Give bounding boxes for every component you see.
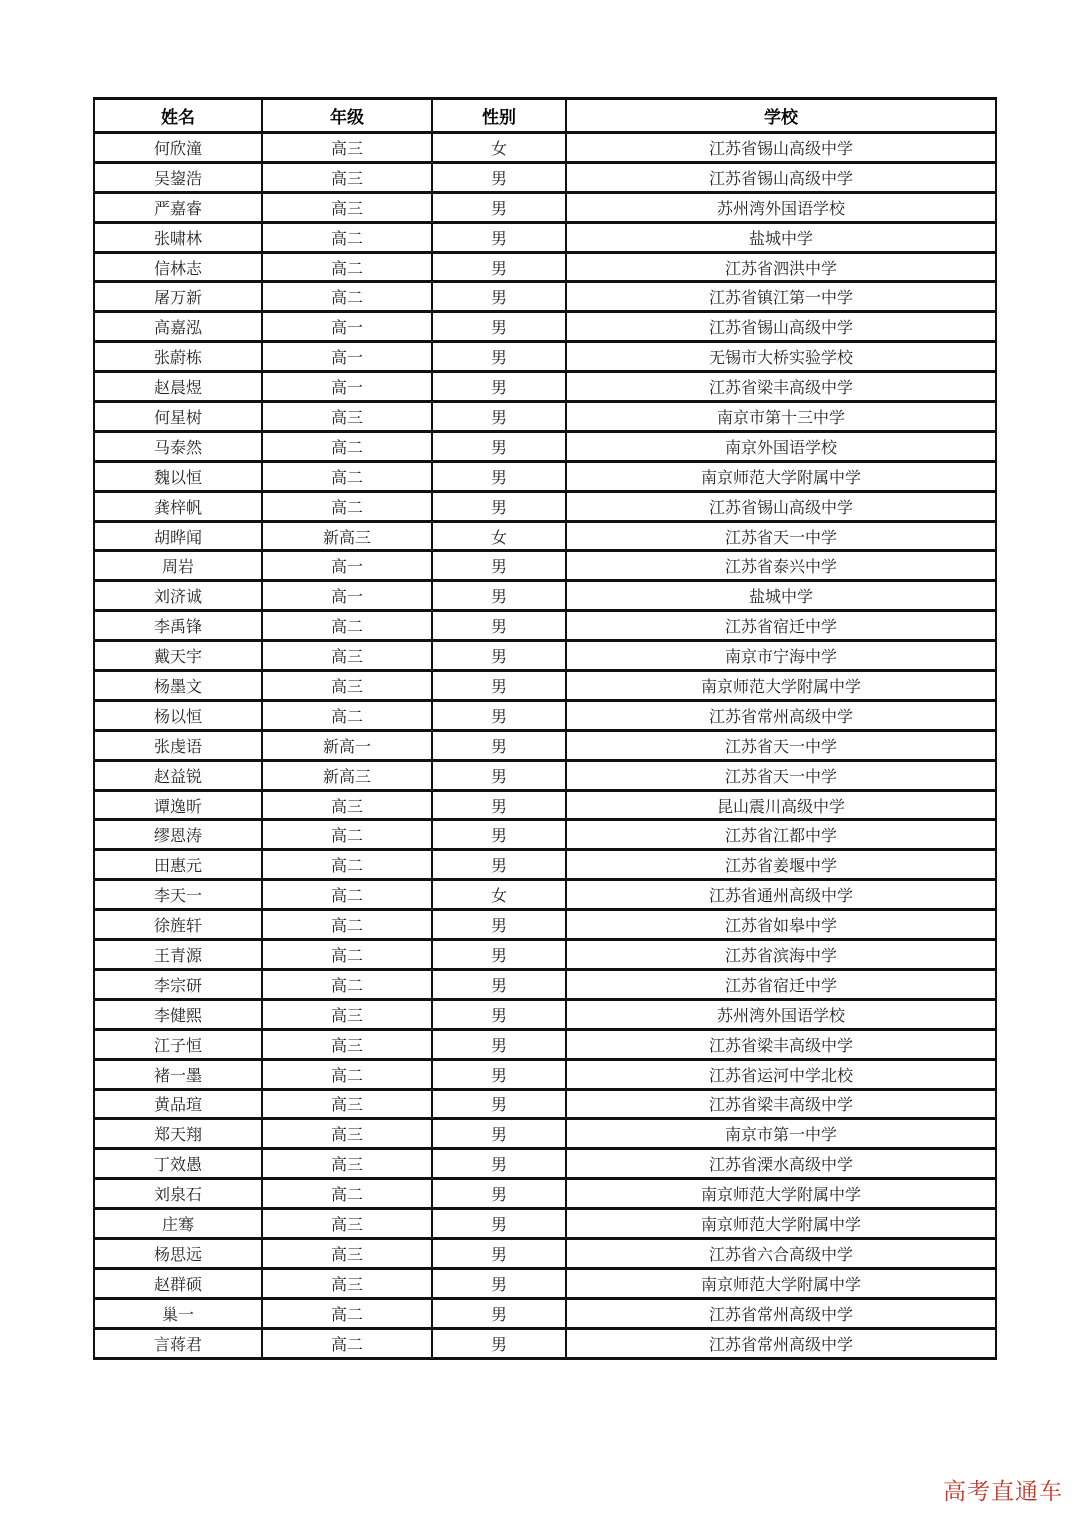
table-row: [94, 1059, 996, 1089]
school-cell: 江苏省常州高级中学: [566, 1298, 996, 1328]
grade-cell: 高二: [262, 611, 432, 641]
grade-cell: 高三: [262, 1029, 432, 1059]
student-name-cell: 戴天宇: [94, 641, 262, 671]
student-name-cell: 言蒋君: [94, 1328, 262, 1358]
student-name-cell: 龚梓帆: [94, 491, 262, 521]
gender-cell: 男: [432, 581, 566, 611]
student-name-cell: 杨墨文: [94, 671, 262, 701]
grade-cell: 高二: [262, 880, 432, 910]
grade-cell: 高三: [262, 1089, 432, 1119]
gender-cell: 男: [432, 1328, 566, 1358]
student-name-cell: 巢一: [94, 1298, 262, 1328]
student-name-cell: 李健熙: [94, 999, 262, 1029]
gender-cell: 男: [432, 252, 566, 282]
grade-cell: 高二: [262, 282, 432, 312]
student-name-cell: 马泰然: [94, 431, 262, 461]
school-cell: 江苏省江都中学: [566, 820, 996, 850]
students-table: [93, 97, 997, 1360]
table-row: [94, 252, 996, 282]
student-name-cell: 徐旌轩: [94, 910, 262, 940]
table-row: [94, 461, 996, 491]
grade-cell: 高二: [262, 222, 432, 252]
school-cell: 江苏省锡山高级中学: [566, 312, 996, 342]
table-row: [94, 1179, 996, 1209]
student-name-cell: 杨思远: [94, 1238, 262, 1268]
table-row: [94, 760, 996, 790]
grade-cell: 高三: [262, 641, 432, 671]
gender-cell: 男: [432, 192, 566, 222]
table-header: [94, 99, 996, 133]
school-cell: 江苏省宿迁中学: [566, 969, 996, 999]
school-cell: 南京市第十三中学: [566, 402, 996, 432]
grade-cell: 高三: [262, 192, 432, 222]
grade-cell: 高二: [262, 1059, 432, 1089]
student-name-cell: 缪恩涛: [94, 820, 262, 850]
student-name-cell: 刘泉石: [94, 1179, 262, 1209]
grade-cell: 高二: [262, 940, 432, 970]
student-name-cell: 谭逸昕: [94, 790, 262, 820]
table-row: [94, 790, 996, 820]
table-row: [94, 581, 996, 611]
table-row: [94, 1328, 996, 1358]
gender-cell: 男: [432, 491, 566, 521]
grade-cell: 高一: [262, 342, 432, 372]
table-row: [94, 431, 996, 461]
grade-cell: 高一: [262, 551, 432, 581]
school-cell: 昆山震川高级中学: [566, 790, 996, 820]
school-cell: 南京师范大学附属中学: [566, 1209, 996, 1239]
gender-cell: 男: [432, 1029, 566, 1059]
grade-cell: 高二: [262, 431, 432, 461]
school-cell: 江苏省天一中学: [566, 760, 996, 790]
student-name-cell: 庄骞: [94, 1209, 262, 1239]
student-name-cell: 严嘉睿: [94, 192, 262, 222]
school-cell: 江苏省天一中学: [566, 521, 996, 551]
gender-cell: 男: [432, 969, 566, 999]
student-name-cell: 周岩: [94, 551, 262, 581]
table-row: [94, 312, 996, 342]
table-row: [94, 910, 996, 940]
school-cell: 江苏省溧水高级中学: [566, 1149, 996, 1179]
grade-cell: 高二: [262, 1328, 432, 1358]
student-name-cell: 褚一墨: [94, 1059, 262, 1089]
gender-cell: 男: [432, 162, 566, 192]
grade-cell: 新高三: [262, 760, 432, 790]
grade-cell: 高三: [262, 402, 432, 432]
school-cell: 江苏省姜堰中学: [566, 850, 996, 880]
gender-cell: 女: [432, 880, 566, 910]
grade-cell: 高二: [262, 850, 432, 880]
table-row: [94, 641, 996, 671]
gender-cell: 男: [432, 730, 566, 760]
school-cell: 南京市宁海中学: [566, 641, 996, 671]
student-name-cell: 刘济诚: [94, 581, 262, 611]
table-row: [94, 1089, 996, 1119]
gender-cell: 男: [432, 1238, 566, 1268]
grade-cell: 高一: [262, 312, 432, 342]
school-cell: 江苏省六合高级中学: [566, 1238, 996, 1268]
student-name-cell: 张啸林: [94, 222, 262, 252]
table-row: [94, 969, 996, 999]
student-name-cell: 信林志: [94, 252, 262, 282]
school-cell: 南京师范大学附属中学: [566, 1268, 996, 1298]
grade-cell: 高三: [262, 1268, 432, 1298]
table-row: [94, 940, 996, 970]
school-cell: 苏州湾外国语学校: [566, 192, 996, 222]
header-row: [94, 99, 996, 133]
school-cell: 江苏省常州高级中学: [566, 1328, 996, 1358]
table-row: [94, 372, 996, 402]
table-row: [94, 342, 996, 372]
school-cell: 盐城中学: [566, 222, 996, 252]
grade-cell: 高三: [262, 162, 432, 192]
gender-cell: 男: [432, 1209, 566, 1239]
gender-cell: 男: [432, 910, 566, 940]
gender-cell: 男: [432, 1268, 566, 1298]
table-row: [94, 162, 996, 192]
school-cell: 江苏省运河中学北校: [566, 1059, 996, 1089]
student-name-cell: 赵晨煜: [94, 372, 262, 402]
gender-cell: 男: [432, 940, 566, 970]
school-cell: 江苏省梁丰高级中学: [566, 372, 996, 402]
gender-cell: 男: [432, 1298, 566, 1328]
grade-cell: 高二: [262, 969, 432, 999]
gender-cell: 男: [432, 222, 566, 252]
gender-cell: 男: [432, 760, 566, 790]
school-cell: 江苏省如皋中学: [566, 910, 996, 940]
school-cell: 江苏省常州高级中学: [566, 700, 996, 730]
school-cell: 江苏省锡山高级中学: [566, 491, 996, 521]
table-row: [94, 1298, 996, 1328]
student-name-cell: 高嘉泓: [94, 312, 262, 342]
grade-cell: 高三: [262, 1238, 432, 1268]
gender-cell: 男: [432, 700, 566, 730]
table-row: [94, 402, 996, 432]
student-name-cell: 李天一: [94, 880, 262, 910]
grade-cell: 高二: [262, 910, 432, 940]
student-name-cell: 黄品瑄: [94, 1089, 262, 1119]
school-cell: 江苏省泗洪中学: [566, 252, 996, 282]
table-row: [94, 1149, 996, 1179]
column-header-name: 姓名: [94, 99, 262, 133]
gender-cell: 男: [432, 1179, 566, 1209]
table-row: [94, 1209, 996, 1239]
column-header-grade: 年级: [262, 99, 432, 133]
school-cell: 江苏省梁丰高级中学: [566, 1029, 996, 1059]
school-cell: 江苏省通州高级中学: [566, 880, 996, 910]
grade-cell: 高二: [262, 491, 432, 521]
gender-cell: 男: [432, 611, 566, 641]
table-row: [94, 1119, 996, 1149]
grade-cell: 高二: [262, 252, 432, 282]
grade-cell: 高三: [262, 1209, 432, 1239]
gender-cell: 男: [432, 671, 566, 701]
table-row: [94, 611, 996, 641]
table-row: [94, 521, 996, 551]
grade-cell: 高三: [262, 1119, 432, 1149]
table-row: [94, 820, 996, 850]
gender-cell: 女: [432, 133, 566, 163]
column-header-gender: 性别: [432, 99, 566, 133]
table-row: [94, 222, 996, 252]
table-row: [94, 999, 996, 1029]
gender-cell: 男: [432, 1089, 566, 1119]
student-name-cell: 何星树: [94, 402, 262, 432]
school-cell: 江苏省梁丰高级中学: [566, 1089, 996, 1119]
school-cell: 江苏省泰兴中学: [566, 551, 996, 581]
gender-cell: 男: [432, 820, 566, 850]
gender-cell: 男: [432, 641, 566, 671]
table-row: [94, 1238, 996, 1268]
grade-cell: 新高三: [262, 521, 432, 551]
gender-cell: 男: [432, 790, 566, 820]
gender-cell: 男: [432, 342, 566, 372]
grade-cell: 高三: [262, 671, 432, 701]
school-cell: 南京师范大学附属中学: [566, 1179, 996, 1209]
gender-cell: 男: [432, 431, 566, 461]
gender-cell: 男: [432, 1059, 566, 1089]
school-cell: 苏州湾外国语学校: [566, 999, 996, 1029]
grade-cell: 高三: [262, 999, 432, 1029]
student-name-cell: 魏以恒: [94, 461, 262, 491]
student-name-cell: 屠万新: [94, 282, 262, 312]
student-name-cell: 张虔语: [94, 730, 262, 760]
school-cell: 江苏省镇江第一中学: [566, 282, 996, 312]
student-name-cell: 李禹锋: [94, 611, 262, 641]
gender-cell: 男: [432, 999, 566, 1029]
student-name-cell: 吴鋆浩: [94, 162, 262, 192]
school-cell: 南京师范大学附属中学: [566, 461, 996, 491]
site-watermark: 高考直通车: [943, 1478, 1063, 1504]
gender-cell: 男: [432, 551, 566, 581]
school-cell: 盐城中学: [566, 581, 996, 611]
grade-cell: 高二: [262, 700, 432, 730]
school-cell: 江苏省锡山高级中学: [566, 133, 996, 163]
table-row: [94, 850, 996, 880]
table-row: [94, 700, 996, 730]
school-cell: 江苏省滨海中学: [566, 940, 996, 970]
school-cell: 南京市第一中学: [566, 1119, 996, 1149]
grade-cell: 高一: [262, 372, 432, 402]
student-name-cell: 江子恒: [94, 1029, 262, 1059]
school-cell: 南京师范大学附属中学: [566, 671, 996, 701]
table-row: [94, 671, 996, 701]
table-row: [94, 1029, 996, 1059]
table-row: [94, 282, 996, 312]
table-row: [94, 133, 996, 163]
student-name-cell: 田惠元: [94, 850, 262, 880]
gender-cell: 女: [432, 521, 566, 551]
school-cell: 江苏省宿迁中学: [566, 611, 996, 641]
column-header-school: 学校: [566, 99, 996, 133]
gender-cell: 男: [432, 1119, 566, 1149]
table-row: [94, 1268, 996, 1298]
gender-cell: 男: [432, 850, 566, 880]
student-name-cell: 杨以恒: [94, 700, 262, 730]
table-row: [94, 551, 996, 581]
student-name-cell: 赵益锐: [94, 760, 262, 790]
school-cell: 江苏省天一中学: [566, 730, 996, 760]
students-table-body: [94, 133, 996, 1359]
table-row: [94, 880, 996, 910]
gender-cell: 男: [432, 402, 566, 432]
student-name-cell: 李宗研: [94, 969, 262, 999]
student-name-cell: 赵群硕: [94, 1268, 262, 1298]
grade-cell: 高二: [262, 1298, 432, 1328]
student-name-cell: 王青源: [94, 940, 262, 970]
gender-cell: 男: [432, 372, 566, 402]
school-cell: 无锡市大桥实验学校: [566, 342, 996, 372]
student-name-cell: 胡晔闻: [94, 521, 262, 551]
grade-cell: 新高一: [262, 730, 432, 760]
gender-cell: 男: [432, 312, 566, 342]
grade-cell: 高三: [262, 133, 432, 163]
gender-cell: 男: [432, 461, 566, 491]
grade-cell: 高二: [262, 461, 432, 491]
student-name-cell: 张蔚栋: [94, 342, 262, 372]
school-cell: 南京外国语学校: [566, 431, 996, 461]
table-row: [94, 730, 996, 760]
grade-cell: 高三: [262, 1149, 432, 1179]
student-roster-region: [93, 97, 997, 1360]
table-row: [94, 192, 996, 222]
student-name-cell: 郑天翔: [94, 1119, 262, 1149]
student-name-cell: 丁效愚: [94, 1149, 262, 1179]
school-cell: 江苏省锡山高级中学: [566, 162, 996, 192]
grade-cell: 高二: [262, 820, 432, 850]
gender-cell: 男: [432, 1149, 566, 1179]
grade-cell: 高二: [262, 1179, 432, 1209]
grade-cell: 高三: [262, 790, 432, 820]
grade-cell: 高一: [262, 581, 432, 611]
student-name-cell: 何欣潼: [94, 133, 262, 163]
table-row: [94, 491, 996, 521]
gender-cell: 男: [432, 282, 566, 312]
